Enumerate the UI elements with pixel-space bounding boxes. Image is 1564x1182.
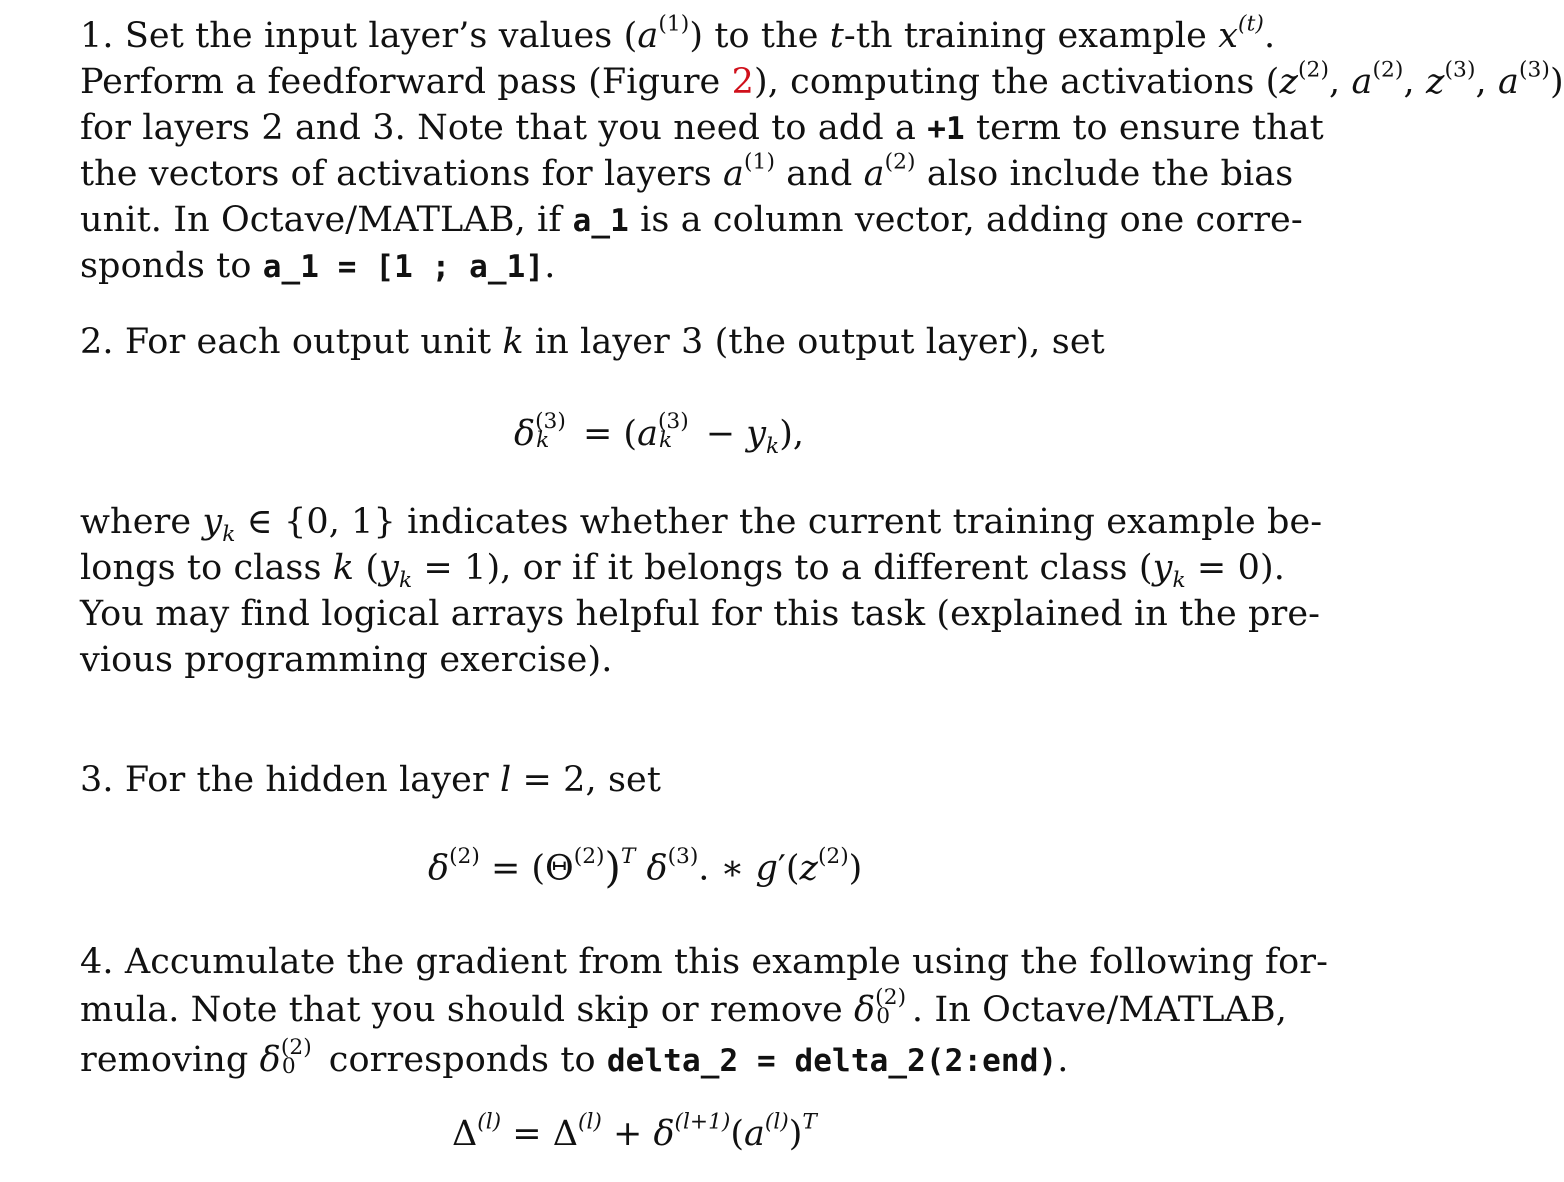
code-add-bias: a_1 = [1 ; a_1] [262, 249, 545, 285]
item-1-line-1: 1. Set the input layer’s values $(a^{(1)})$ to the t-th training example $x^{(t)}$. [80, 11, 1276, 56]
item-3-intro: 3. For the hidden layer l = 2, set [80, 760, 662, 800]
equation-accumulate: $\Delta^{(l)} = \Delta^{(l)} + \delta^{(l+1)}(a^{(l)})^T$ [452, 1109, 817, 1154]
item-2-line-4: vious programming exercise). [80, 640, 613, 680]
item-1-line-6: sponds to a_1 = [1 ; a_1]. [80, 246, 556, 286]
item-2-number: 2. [80, 322, 114, 362]
item-4-line-2: mula. Note that you should skip or remove δ (2) 0 . In Octave/MATLAB, [80, 984, 1287, 1030]
item-2-line-1: where $y_k$ ∈ {0, 1} indicates whether the current training example be- [80, 502, 1323, 547]
figure-ref-link[interactable]: 2 [731, 62, 754, 102]
code-remove-bias: delta_2 = delta_2(2:end) [606, 1043, 1058, 1079]
item-1-line-5: unit. In Octave/MATLAB, if a_1 is a column vector, adding one corre- [80, 200, 1303, 240]
item-4-number: 4. [80, 942, 114, 982]
item-2-intro: 2. For each output unit k in layer 3 (the output layer), set [80, 322, 1105, 362]
equation-delta3: δ (3) k = (a (3) k − $y_k$), [514, 408, 804, 459]
item-3-number: 3. [80, 760, 114, 800]
item-1-line-3: for layers 2 and 3. Note that you need to add a +1 term to ensure that [80, 108, 1324, 148]
item-1-number: 1. [80, 16, 114, 56]
item-4-line-3: removing δ (2) 0 corresponds to delta_2 = delta_2(2:end). [80, 1034, 1069, 1080]
equation-delta2: $\delta^{(2)} = (\Theta^{(2)})^T$ $\delta^{(3)}$. ∗ $g'(z^{(2)})$ [428, 843, 863, 892]
item-4-line-1: 4. Accumulate the gradient from this example using the following for- [80, 942, 1329, 982]
item-1-line-4: the vectors of activations for layers $a^{(1)}$ and $a^{(2)}$ also include the bias [80, 149, 1294, 194]
item-2-line-3: You may find logical arrays helpful for this task (explained in the pre- [80, 594, 1321, 634]
item-2-line-2: longs to class k $(y_k = 1)$, or if it belongs to a different class $(y_k = 0)$. [80, 548, 1285, 593]
item-1-line-2: Perform a feedforward pass (Figure 2), computing the activations ($z^{(2)}$, $a^{(2)}$, $z^{(3)}$, $a^{(3)}$) [80, 57, 1564, 102]
code-a1: a_1 [572, 203, 629, 239]
